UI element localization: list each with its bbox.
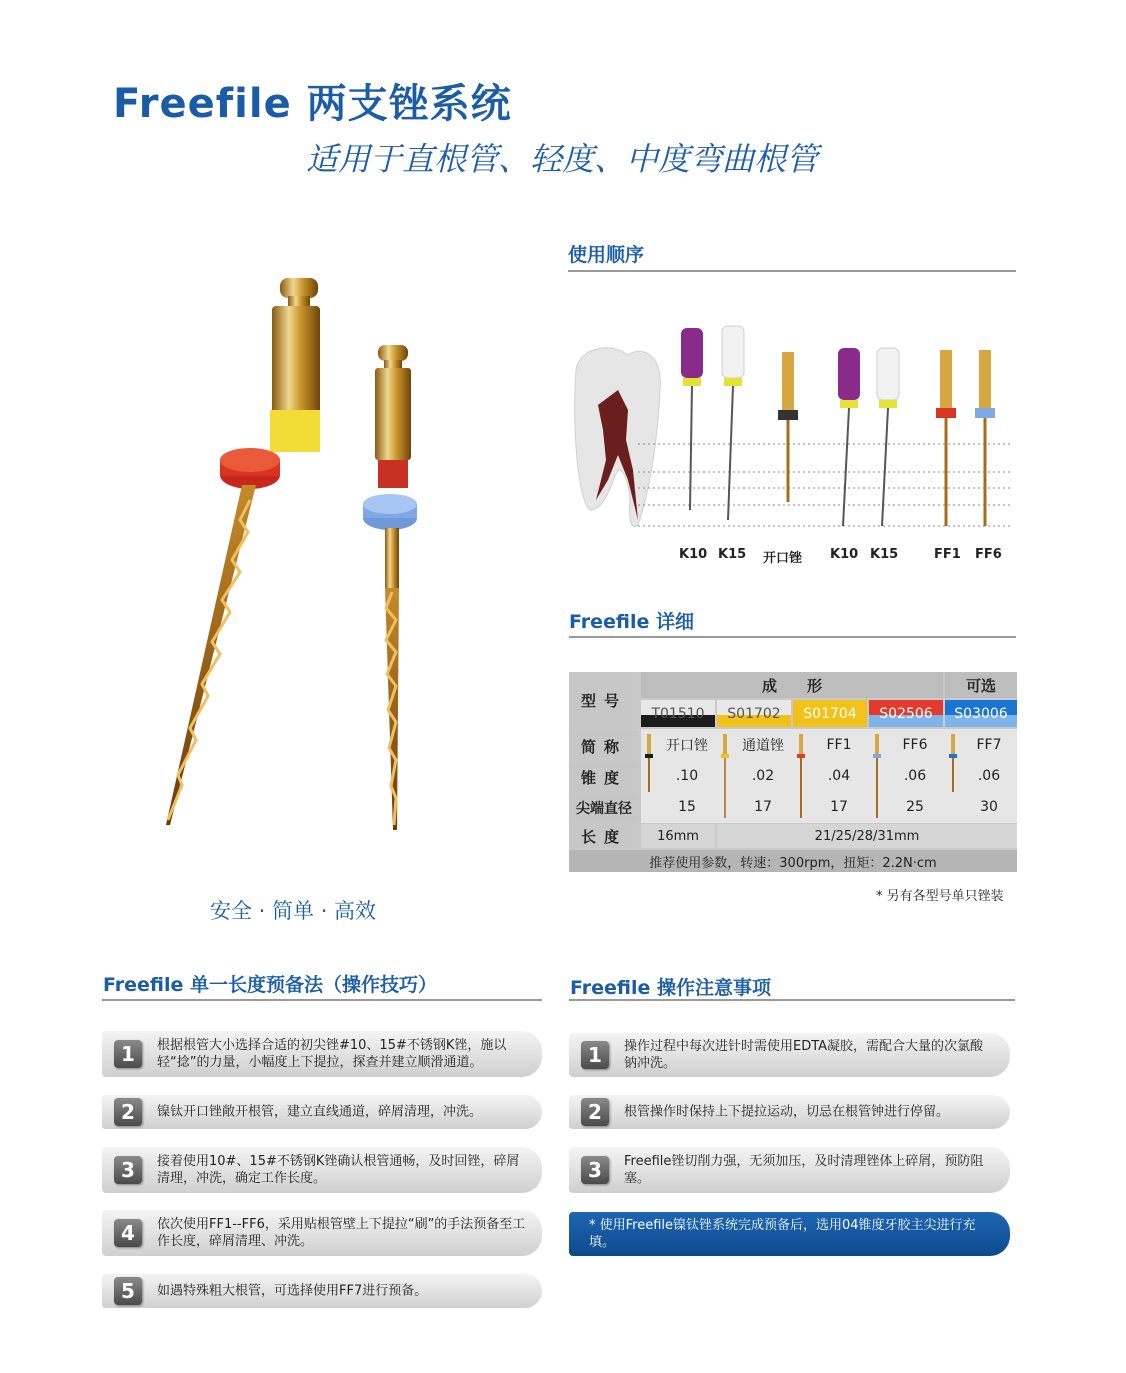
tip-item-2 — [102, 1095, 542, 1129]
mini-file-icon-t01510 — [645, 734, 653, 792]
note-item-1 — [569, 1033, 1010, 1077]
tip-s01702: 17 — [754, 799, 772, 815]
note-text: 根管操作时保持上下提拉运动，切忌在根管钟进行停留。 — [624, 1104, 950, 1120]
note-highlight-text: * 使用Freefile镍钛锉系统完成预备后，选用04锥度牙胶主尖进行充填。 — [589, 1218, 976, 1250]
tips-heading: Freefile 单一长度预备法（操作技巧） — [103, 974, 438, 996]
row-label-tip: 尖端直径 — [569, 793, 639, 823]
k10-file-2 — [838, 348, 860, 526]
taper-s01702: .02 — [751, 768, 775, 784]
note-highlight — [569, 1212, 1010, 1256]
tip-text: 根据根管大小选择合适的初尖锉#10、15#不锈钢K锉，施以轻“捻”的力量，小幅度上下提拉，探查并建立顺滑通道。 — [157, 1038, 507, 1070]
name-s02506: FF6 — [902, 737, 928, 753]
opening-file — [778, 352, 798, 502]
name-s01704: FF1 — [826, 737, 852, 753]
note-text: Freefile锉切削力强，无须加压，及时清理锉体上碎屑，预防阻塞。 — [624, 1154, 984, 1186]
tip-s02506: 25 — [906, 799, 924, 815]
tip-text: 如遇特殊粗大根管，可选择使用FF7进行预备。 — [157, 1283, 428, 1299]
tip-item-5 — [102, 1274, 542, 1308]
model-t01510: T01510 — [641, 700, 715, 727]
tip-number-badge: 1 — [114, 1040, 142, 1068]
row-label-taper: 锥度 — [569, 762, 639, 792]
taper-s03006: .06 — [977, 768, 1001, 784]
note-text: 操作过程中每次进针时需使用EDTA凝胶，需配合大量的次氯酸钠冲洗。 — [624, 1039, 984, 1071]
file-ff6-large — [363, 345, 417, 830]
mini-file-icon-s03006 — [949, 734, 957, 792]
note-number-badge: 1 — [581, 1041, 609, 1069]
notes-divider — [569, 999, 1015, 1001]
group-optional: 可选 — [945, 672, 1017, 698]
length-others: 21/25/28/31mm — [717, 824, 1017, 848]
tooth-illustration — [575, 348, 661, 527]
note-item-3 — [569, 1147, 1010, 1193]
sequence-label-k15: K15 — [718, 547, 747, 562]
note-number-badge: 2 — [581, 1098, 609, 1126]
tip-item-3 — [102, 1147, 542, 1193]
tip-number-badge: 3 — [114, 1156, 142, 1184]
sequence-label-k10: K10 — [679, 547, 708, 562]
ff6-file — [975, 350, 995, 526]
tip-text: 镍钛开口锉敞开根管，建立直线通道，碎屑清理，冲洗。 — [157, 1104, 483, 1120]
tip-text: 接着使用10#、15#不锈钢K锉确认根管通畅，及时回锉，碎屑清理，冲洗，确定工作长度。 — [157, 1154, 520, 1186]
k15-file-2 — [877, 348, 899, 526]
k15-file-1 — [722, 326, 744, 520]
file-ff1-large — [166, 278, 320, 825]
row-label-length: 长度 — [569, 824, 639, 848]
mini-file-icon-s02506 — [873, 734, 881, 818]
tip-t01510: 15 — [678, 799, 696, 815]
page-title: Freefile 两支锉系统 — [113, 81, 512, 127]
ff1-file — [936, 350, 956, 526]
tip-item-4 — [102, 1210, 542, 1256]
tip-number-badge: 4 — [114, 1219, 142, 1247]
row-label-model: 型号 — [580, 692, 627, 710]
tips-divider — [102, 999, 542, 1001]
model-s01702: S01702 — [717, 700, 791, 727]
name-s01702: 通道锉 — [742, 738, 784, 754]
model-s03006: S03006 — [945, 700, 1017, 727]
sequence-divider — [568, 270, 1016, 272]
name-s03006: FF7 — [976, 737, 1002, 753]
k10-file-1 — [681, 328, 703, 510]
sequence-label-opening-file: 开口锉 — [763, 551, 803, 566]
note-item-2 — [569, 1095, 1010, 1129]
packaging-note: * 另有各型号单只锉装 — [876, 889, 1004, 904]
tip-s01704: 17 — [830, 799, 848, 815]
row-label-name: 简称 — [569, 731, 639, 761]
tip-s03006: 30 — [980, 799, 998, 815]
working-length-lines — [638, 444, 1013, 526]
sequence-label-ff6: FF6 — [975, 547, 1002, 562]
details-heading: Freefile 详细 — [569, 611, 695, 633]
sequence-label-k10-2: K10 — [830, 547, 859, 562]
name-t01510: 开口锉 — [666, 738, 708, 754]
notes-heading: Freefile 操作注意事项 — [570, 977, 772, 999]
tip-item-1 — [102, 1031, 542, 1077]
tagline: 安全 · 简单 · 高效 — [210, 899, 377, 923]
taper-t01510: .10 — [675, 768, 699, 784]
sequence-label-ff1: FF1 — [934, 547, 961, 562]
sequence-illustration — [568, 320, 1018, 535]
sequence-heading: 使用顺序 — [568, 244, 645, 266]
taper-s02506: .06 — [903, 768, 927, 784]
length-t01510: 16mm — [641, 824, 715, 848]
note-number-badge: 3 — [581, 1156, 609, 1184]
mini-file-icon-s01702 — [721, 734, 729, 818]
model-s02506: S02506 — [869, 700, 943, 727]
model-s01704: S01704 — [793, 700, 867, 727]
sequence-label-k15-2: K15 — [870, 547, 899, 562]
tip-text: 依次使用FF1--FF6，采用贴根管壁上下提拉“刷”的手法预备至工作长度，碎屑清理、冲洗。 — [157, 1217, 526, 1249]
group-forming: 成 形 — [641, 672, 943, 698]
mini-file-icon-s01704 — [797, 734, 805, 818]
page-subtitle: 适用于直根管、轻度、中度弯曲根管 — [306, 140, 819, 178]
tip-number-badge: 5 — [114, 1277, 142, 1305]
tip-number-badge: 2 — [114, 1098, 142, 1126]
taper-s01704: .04 — [827, 768, 851, 784]
details-divider — [569, 636, 1016, 638]
recommended-params: 推荐使用参数，转速：300rpm，扭矩：2.2N·cm — [569, 850, 1017, 872]
product-files-illustration — [150, 270, 450, 840]
spec-table — [569, 672, 1017, 872]
